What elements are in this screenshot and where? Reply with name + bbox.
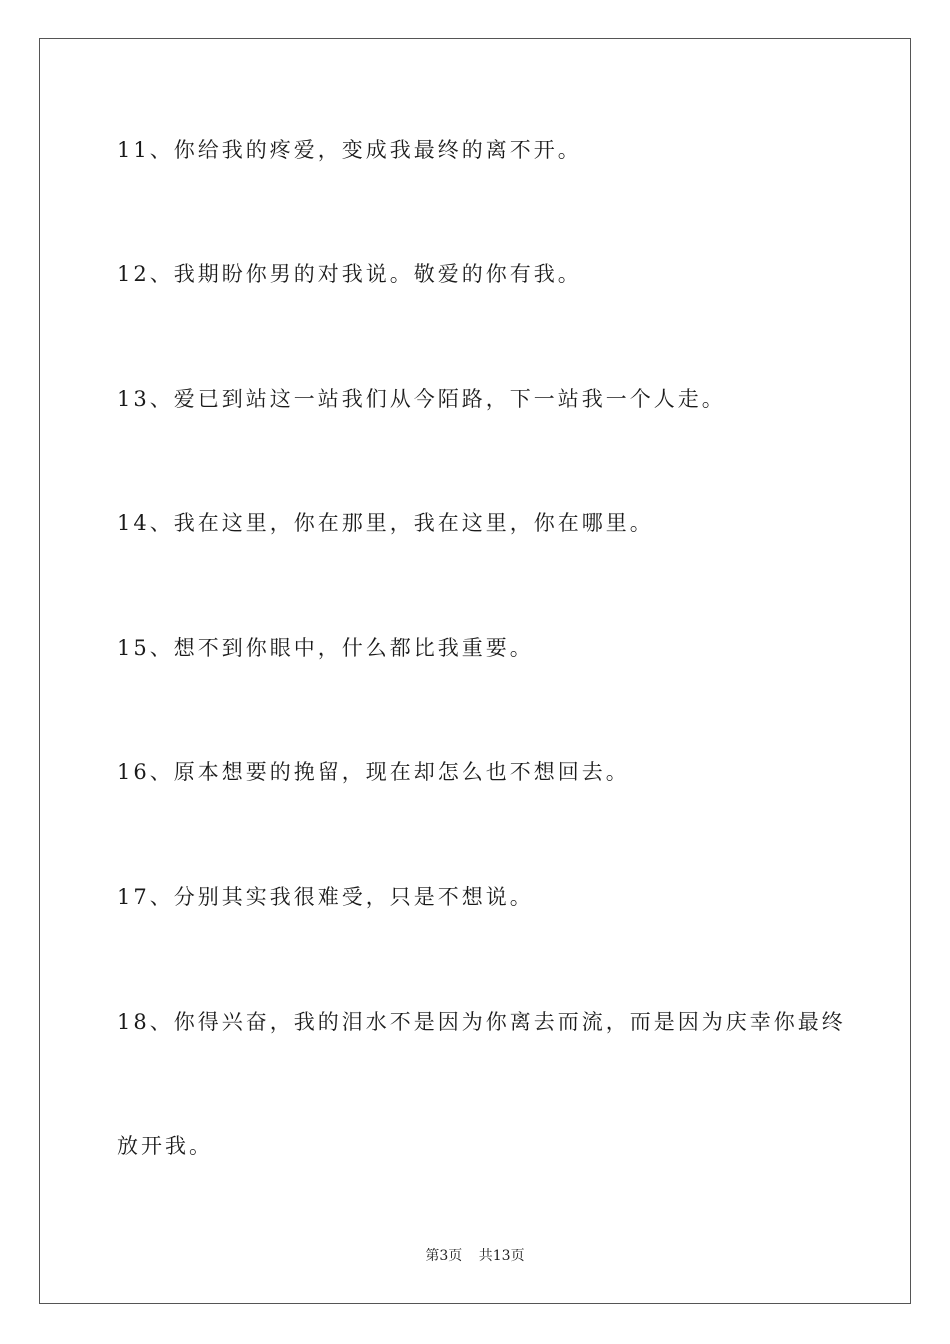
text-line-17: 17、分别其实我很难受，只是不想说。 (117, 885, 534, 909)
page-footer (0, 1246, 950, 1266)
text-line-16: 16、原本想要的挽留，现在却怎么也不想回去。 (117, 760, 630, 784)
text-line-18-continued: 放开我。 (117, 1134, 213, 1158)
page-border (39, 38, 911, 1304)
page-total: 共13页 (478, 1248, 525, 1264)
text-line-12: 12、我期盼你男的对我说。敬爱的你有我。 (117, 262, 582, 286)
text-line-11: 11、你给我的疼爱，变成我最终的离不开。 (117, 138, 582, 162)
page-number: 第3页 (425, 1248, 463, 1264)
text-line-14: 14、我在这里，你在那里，我在这里，你在哪里。 (117, 511, 654, 535)
text-line-15: 15、想不到你眼中，什么都比我重要。 (117, 636, 534, 660)
text-line-18: 18、你得兴奋，我的泪水不是因为你离去而流，而是因为庆幸你最终 (117, 1010, 846, 1034)
text-line-13: 13、爱已到站这一站我们从今陌路，下一站我一个人走。 (117, 387, 726, 411)
